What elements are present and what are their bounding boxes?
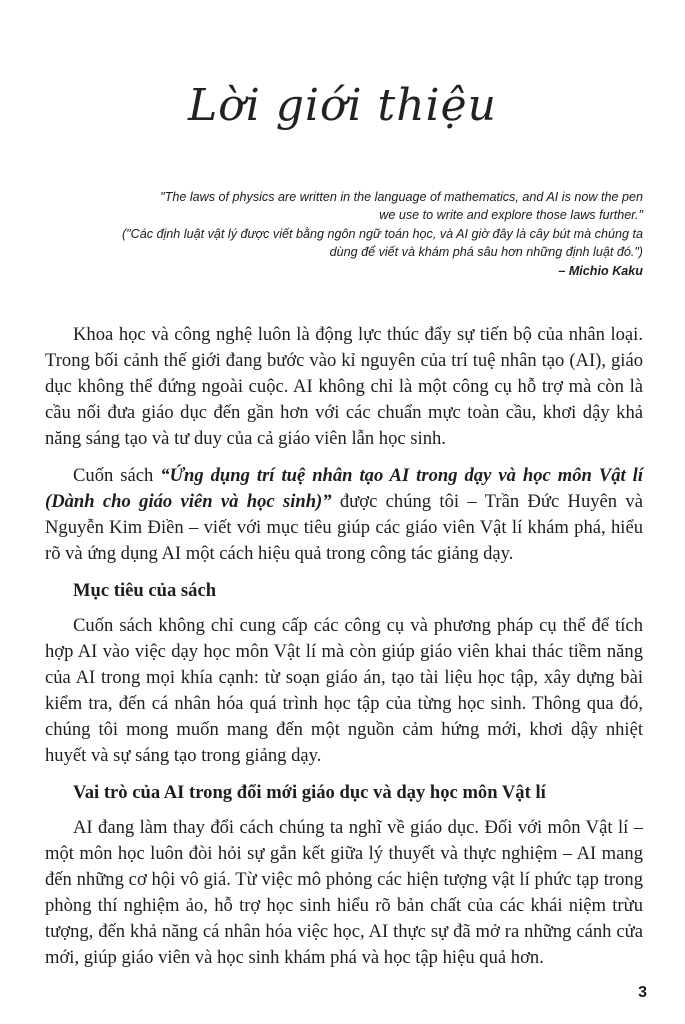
book-title: “Ứng dụng trí tuệ nhân tạo AI trong dạy và học môn Vật lí (Dành cho giáo viên và học sinh)” xyxy=(45,465,643,512)
section-heading-ai-role: Vai trò của AI trong đổi mới giáo dục và dạy học môn Vật lí xyxy=(73,782,546,803)
quote-line-2: we use to write and explore those laws further." xyxy=(379,208,643,223)
body-text xyxy=(45,322,643,982)
section-heading-goals: Mục tiêu của sách xyxy=(73,580,217,601)
paragraph-prefix: Cuốn sách xyxy=(73,465,161,486)
quote-translation-line-1: ("Các định luật vật lý được viết bằng ngôn ngữ toán học, và AI giờ đây là cây bút mà chúng ta xyxy=(121,226,643,241)
paragraph-goals: Cuốn sách không chỉ cung cấp các công cụ và phương pháp cụ thể để tích hợp AI vào việc dạy học môn Vật lí mà còn giúp giáo viên khai thác tiềm năng của AI trong mọi khía cạnh: từ soạn giáo án, tạo tài liệu học tập, xây dựng bài kiểm tra, đến cá nhân hóa quá trình học tập của từng học sinh. Thông qua đó, chúng tôi mong muốn mang đến một nguồn cảm hứng mới, khơi dậy nhiệt huyết và sự sáng tạo trong giảng dạy. xyxy=(45,615,643,766)
paragraph-intro: Khoa học và công nghệ luôn là động lực thúc đẩy sự tiến bộ của nhân loại. Trong bối cảnh thế giới đang bước vào kỉ nguyên của trí tuệ nhân tạo (AI), giáo dục không thể đứng ngoài cuộc. AI không chỉ là một công cụ hỗ trợ mà còn là cầu nối đưa giáo dục đến gần hơn với các chuẩn mực toàn cầu, khơi dậy khả năng sáng tạo và tư duy của cả giáo viên lẫn học sinh. xyxy=(45,324,643,449)
page-number: 3 xyxy=(638,984,647,1001)
quote-translation-line-2: dùng để viết và khám phá sâu hơn những định luật đó.") xyxy=(329,245,643,260)
epigraph-quote xyxy=(83,188,643,280)
page-title: Lời giới thiệu xyxy=(187,80,498,131)
paragraph-suffix: được chúng tôi – Trần Đức Huyên và Nguyễn Kim Điền – viết với mục tiêu giúp các giáo viên Vật lí khám phá, hiểu rõ và ứng dụng AI một cách hiệu quả trong công tác giảng dạy. xyxy=(45,491,643,564)
paragraph-book-purpose xyxy=(45,463,643,567)
paragraph-ai-role: AI đang làm thay đổi cách chúng ta nghĩ về giáo dục. Đối với môn Vật lí – một môn học luôn đòi hỏi sự gắn kết giữa lý thuyết và thực nghiệm – AI mang đến những cơ hội vô giá. Từ việc mô phỏng các hiện tượng vật lí phức tạp trong phòng thí nghiệm ảo, hỗ trợ học sinh hiểu rõ bản chất của các khái niệm trừu tượng, đến khả năng cá nhân hóa việc học, AI thực sự đã mở ra những cánh cửa mới, giúp giáo viên và học sinh khám phá và học tập hiệu quả hơn. xyxy=(45,817,643,968)
quote-attribution: – Michio Kaku xyxy=(558,263,643,278)
quote-line-1: "The laws of physics are written in the language of mathematics, and AI is now the pen xyxy=(160,190,643,204)
